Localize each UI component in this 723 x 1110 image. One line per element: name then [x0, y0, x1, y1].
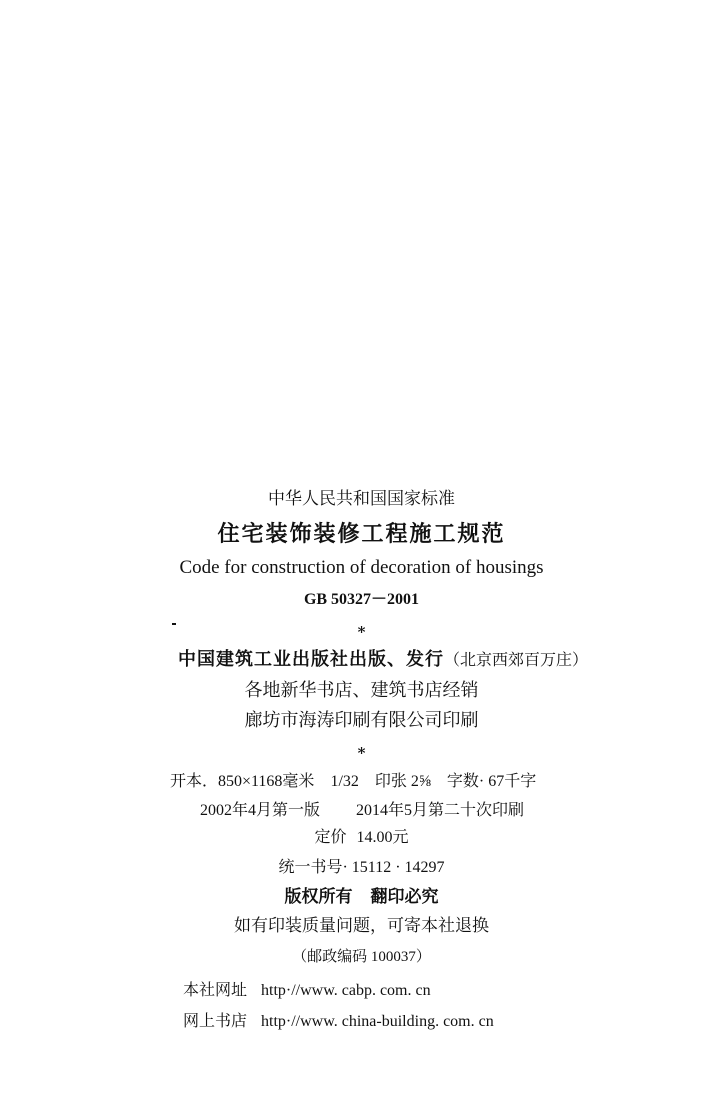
- distribution-line: 各地新华书店、建筑书店经销: [244, 680, 479, 701]
- separator-star: *: [357, 744, 366, 762]
- publisher-name: 中国建筑工业出版社出版、发行: [178, 649, 444, 670]
- publisher-location: （北京西郊百万庄）: [444, 650, 589, 669]
- rights-reserved: 版权所有: [284, 887, 353, 907]
- format-size: 开本．850×1168毫米: [170, 773, 315, 790]
- price-label: 定价: [314, 829, 347, 846]
- price-value: 14.00元: [356, 829, 409, 846]
- standard-code: GB 50327－2001: [303, 591, 420, 608]
- edition-first: 2002年4月第一版: [200, 802, 321, 819]
- standard-series: 中华人民共和国国家标准: [268, 489, 455, 509]
- title-chinese: 住宅装饰装修工程施工规范: [217, 522, 506, 547]
- rights-piracy: 翻印必究: [370, 887, 439, 907]
- book-number: 统一书号· 15112 · 14297: [278, 859, 445, 876]
- website-label: 本社网址: [183, 980, 248, 999]
- online-shop-line: [183, 1013, 494, 1030]
- publisher-line: [178, 651, 588, 669]
- separator-star: *: [357, 623, 366, 641]
- title-english: Code for construction of decoration of housings: [179, 557, 544, 578]
- format-sheets: 印张 2⅝: [374, 773, 431, 790]
- edition-current: 2014年5月第二十次印刷: [356, 802, 525, 819]
- edition-line: [200, 803, 524, 819]
- online-shop-url: http·//www. china-building. com. cn: [261, 1013, 494, 1030]
- format-words: 字数· 67千字: [446, 773, 537, 790]
- website-url: http·//www. cabp. com. cn: [261, 982, 431, 999]
- postal-code: （邮政编码 100037）: [292, 949, 431, 965]
- format-fraction: 1/32: [330, 773, 359, 790]
- price-line: [0, 830, 723, 846]
- return-note: 如有印装质量问题，可寄本社退换: [234, 916, 489, 936]
- online-shop-label: 网上书店: [183, 1011, 248, 1030]
- website-line: [183, 982, 431, 999]
- rights-line: [0, 889, 723, 906]
- format-line: [170, 774, 552, 790]
- printer-line: 廊坊市海涛印刷有限公司印刷: [244, 710, 479, 731]
